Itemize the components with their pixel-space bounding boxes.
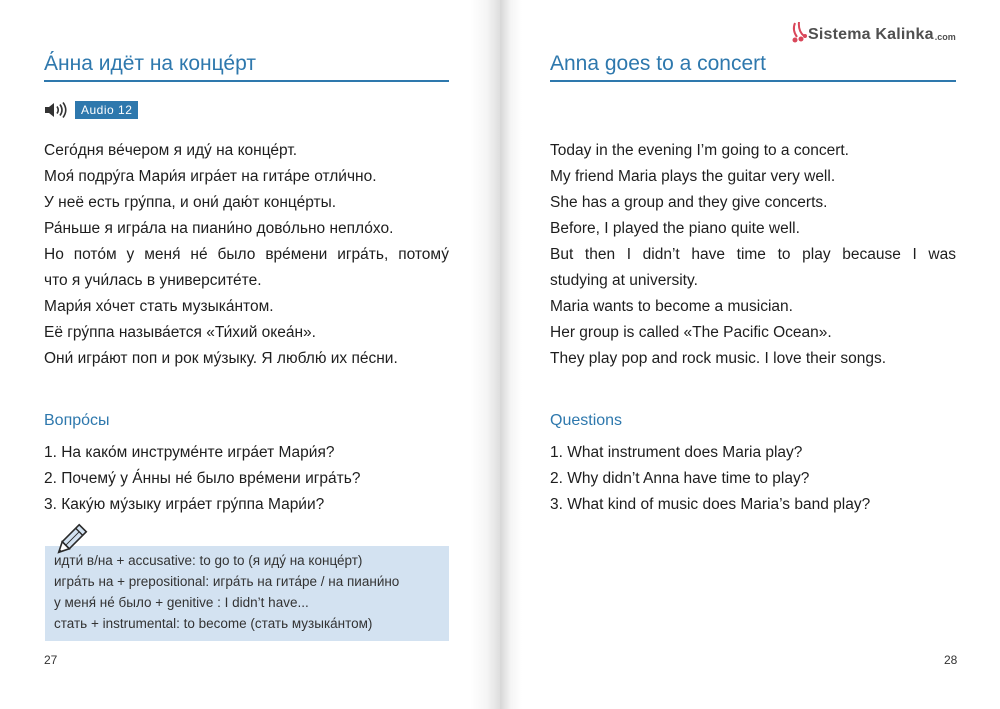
grammar-note: стать + instrumental: to become (стать музыка́нтом) [54,616,373,631]
text-line: Мари́я хо́чет стать музыка́нтом. [44,298,274,315]
text-line: Моя́ подру́га Мари́я игра́ет на гита́ре отли́чно. [44,168,377,185]
book-spine-shadow [470,0,500,709]
title-rule [550,80,956,82]
text-line: She has a group and they give concerts. [550,194,828,211]
text-line: что я учи́лась в университе́те. [44,272,262,289]
question-item: 3. Каку́ю му́зыку игра́ет гру́ппа Мари́и? [44,496,325,513]
text-line: But then I didn’t have time to play because I was [550,246,956,263]
questions-list [44,440,464,518]
english-text [550,138,960,372]
page-title: Anna goes to a concert [550,52,766,75]
brand-domain: .com [934,32,956,42]
text-line: Они́ игра́ют поп и рок му́зыку. Я люблю́ их пе́сни. [44,350,398,367]
audio-control[interactable] [44,101,138,119]
text-line: My friend Maria plays the guitar very well. [550,168,836,185]
text-line: Her group is called «The Pacific Ocean». [550,324,832,341]
text-line: Но пото́м у меня́ не́ было вре́мени игра́ть, потому́ [44,246,449,263]
text-line: They play pop and rock music. I love their songs. [550,350,886,367]
questions-heading: Вопро́сы [44,412,110,429]
question-item: 1. What instrument does Maria play? [550,444,803,461]
text-line: studying at university. [550,272,698,289]
page-number: 28 [944,653,958,667]
grammar-note-box [45,546,449,641]
questions-list [550,440,970,518]
grammar-note: игра́ть на + prepositional: игра́ть на гита́ре / на пиани́но [54,574,400,589]
grammar-note: у меня́ не́ было + genitive : I didn’t have... [54,595,309,610]
text-line: У неё есть гру́ппа, и они́ даю́т конце́рты. [44,194,337,211]
russian-text [44,138,454,372]
audio-label[interactable]: Audio 12 [75,101,138,119]
grammar-note: идти́ в/на + accusative: to go to (я иду́ на конце́рт) [54,553,363,568]
right-page [500,0,1000,709]
questions-heading: Questions [550,412,623,429]
question-item: 1. На како́м инструме́нте игра́ет Мари́я? [44,444,335,461]
text-line: Before, I played the piano quite well. [550,220,800,237]
title-rule [44,80,449,82]
text-line: Ра́ньше я игра́ла на пиани́но дово́льно непло́хо. [44,220,394,237]
brand-name: Sistema Kalinka [808,26,934,43]
question-item: 2. Why didn’t Anna have time to play? [550,470,810,487]
kalinka-logo-icon [790,22,808,44]
text-line: Maria wants to become a musician. [550,298,793,315]
book-spine-shadow [500,0,522,709]
pencil-icon [50,521,90,561]
page-title: А́нна идёт на конце́рт [44,52,256,75]
question-item: 2. Почему́ у А́нны не́ было вре́мени игра́ть? [44,470,361,487]
brand-logo[interactable] [790,22,956,44]
text-line: Today in the evening I’m going to a concert. [550,142,849,159]
page-number: 27 [44,653,58,667]
text-line: Её гру́ппа называ́ется «Ти́хий океа́н». [44,324,316,341]
question-item: 3. What kind of music does Maria’s band play? [550,496,871,513]
speaker-icon [44,101,68,119]
text-line: Сего́дня ве́чером я иду́ на конце́рт. [44,142,298,159]
